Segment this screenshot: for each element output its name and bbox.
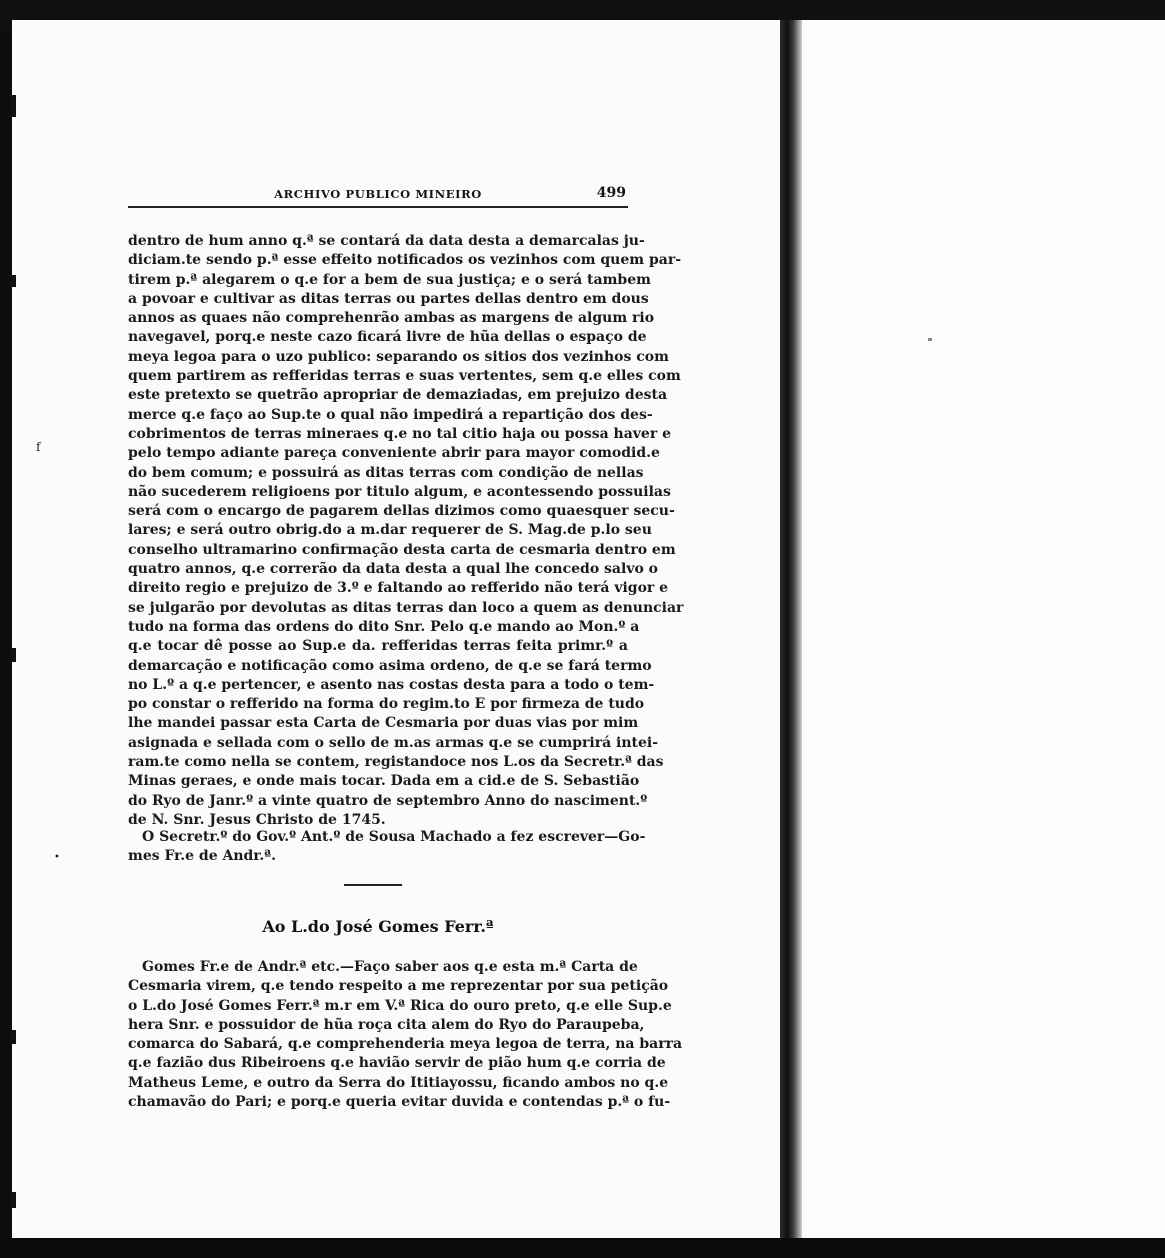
text-line: quem partirem as refferidas terras e suas vertentes, sem q.e elles com [128, 368, 681, 385]
margin-mark: f [36, 440, 41, 454]
text-line: navegavel, porq.e neste cazo ficará livre de hũa dellas o espaço de [128, 329, 647, 346]
text-line: este pretexto se quetrão apropriar de demaziadas, em prejuizo desta [128, 387, 668, 404]
text-line: hera Snr. e possuidor de hũa roça cita alem do Ryo do Paraupeba, [128, 1016, 645, 1033]
text-line: do bem comum; e possuirá as ditas terras com condição de nellas [128, 464, 644, 481]
text-line: tudo na forma das ordens do dito Snr. Pelo q.e mando ao Mon.º a [128, 618, 640, 635]
text-line: lhe mandei passar esta Carta de Cesmaria por duas vias por mim [128, 715, 639, 732]
speck [928, 338, 932, 341]
text-line: O Secretr.º do Gov.º Ant.º de Sousa Machado a fez escrever—Go- [142, 829, 646, 845]
running-head-title: ARCHIVO PUBLICO MINEIRO [274, 187, 482, 201]
text-line: de N. Snr. Jesus Christo de 1745. [128, 811, 386, 828]
edge-mark [10, 275, 16, 287]
text-line: chamavão do Pari; e porq.e queria evitar duvida e contendas p.ª o fu- [128, 1094, 671, 1111]
text-line: se julgarão por devolutas as ditas terras dan loco a quem as denunciar [128, 599, 684, 616]
header-rule [128, 206, 628, 208]
text-line: direito regio e prejuizo de 3.º e faltando ao refferido não terá vigor e [128, 580, 669, 597]
text-line: do Ryo de Janr.º a vinte quatro de septembro Anno do nasciment.º [128, 792, 648, 809]
paragraph-signature [128, 828, 646, 867]
edge-mark [10, 1030, 16, 1044]
text-line: po constar o refferido na forma do regim.to E por firmeza de tudo [128, 696, 645, 713]
right-page [802, 20, 1165, 1238]
text-line: Matheus Leme, e outro da Serra do Ititiayossu, ficando ambos no q.e [128, 1074, 669, 1091]
paragraph-section [128, 958, 683, 1112]
text-line: q.e tocar dê posse ao Sup.e da. refferidas terras feita primr.º a [128, 638, 628, 655]
text-line: demarcação e notificação como asima ordeno, de q.e se fará termo [128, 657, 652, 674]
text-line: conselho ultramarino confirmação desta carta de cesmaria dentro em [128, 541, 676, 558]
text-line: dentro de hum anno q.ª se contará da data desta a demarcalas ju- [128, 233, 645, 249]
edge-mark [10, 1192, 16, 1208]
text-line: Gomes Fr.e de Andr.ª etc.—Faço saber aos q.e esta m.ª Carta de [142, 959, 638, 975]
text-line: diciam.te sendo p.ª esse effeito notificados os vezinhos com quem par- [128, 252, 682, 269]
text-line: a povoar e cultivar as ditas terras ou partes dellas dentro em dous [128, 290, 649, 307]
text-line: cobrimentos de terras mineraes q.e no tal citio haja ou possa haver e [128, 425, 671, 442]
text-line: quatro annos, q.e correrão da data desta a qual lhe concedo salvo o [128, 561, 658, 578]
margin-dot: • [54, 852, 60, 863]
text-line: Cesmaria virem, q.e tendo respeito a me reprezentar por sua petição [128, 978, 669, 995]
text-line: merce q.e faço ao Sup.te o qual não impedirá a repartição dos des- [128, 406, 653, 423]
paragraph-continued [128, 232, 684, 830]
left-scan-edge [0, 30, 12, 1238]
text-line: asignada e sellada com o sello de m.as armas q.e se cumprirá intei- [128, 734, 659, 751]
edge-mark [10, 95, 16, 117]
page-number: 499 [596, 185, 626, 201]
text-line: annos as quaes não comprehenrão ambas as margens de algum rio [128, 310, 655, 327]
text-line: pelo tempo adiante pareça conveniente abrir para mayor comodid.e [128, 445, 660, 462]
text-line: o L.do José Gomes Ferr.ª m.r em V.ª Rica do ouro preto, q.e elle Sup.e [128, 997, 672, 1014]
text-line: meya legoa para o uzo publico: separando os sitios dos vezinhos com [128, 348, 669, 365]
edge-mark [10, 648, 16, 662]
text-line: mes Fr.e de Andr.ª. [128, 848, 276, 865]
text-line: ram.te como nella se contem, registandoce nos L.os da Secretr.ª das [128, 754, 664, 771]
text-line: Minas geraes, e onde mais tocar. Dada em a cid.e de S. Sebastião [128, 773, 640, 790]
book-spine [780, 20, 802, 1238]
text-line: q.e fazião dus Ribeiroens q.e havião servir de pião hum q.e corria de [128, 1055, 666, 1072]
section-heading: Ao L.do José Gomes Ferr.ª [262, 917, 494, 936]
text-line: lares; e será outro obrig.do a m.dar requerer de S. Mag.de p.lo seu [128, 522, 652, 539]
text-line: será com o encargo de pagarem dellas dizimos como quaesquer secu- [128, 503, 675, 520]
scan-top-border [0, 0, 1165, 20]
text-line: comarca do Sabará, q.e comprehenderia meya legoa de terra, na barra [128, 1036, 683, 1053]
scan-bottom-border [0, 1238, 1165, 1258]
text-line: no L.º a q.e pertencer, e asento nas costas desta para a todo o tem- [128, 676, 655, 693]
running-head [128, 185, 628, 207]
section-divider [344, 884, 402, 886]
text-line: não sucederem religioens por titulo algum, e acontessendo possuilas [128, 483, 671, 500]
text-line: tirem p.ª alegarem o q.e for a bem de sua justiça; e o será tambem [128, 271, 651, 288]
